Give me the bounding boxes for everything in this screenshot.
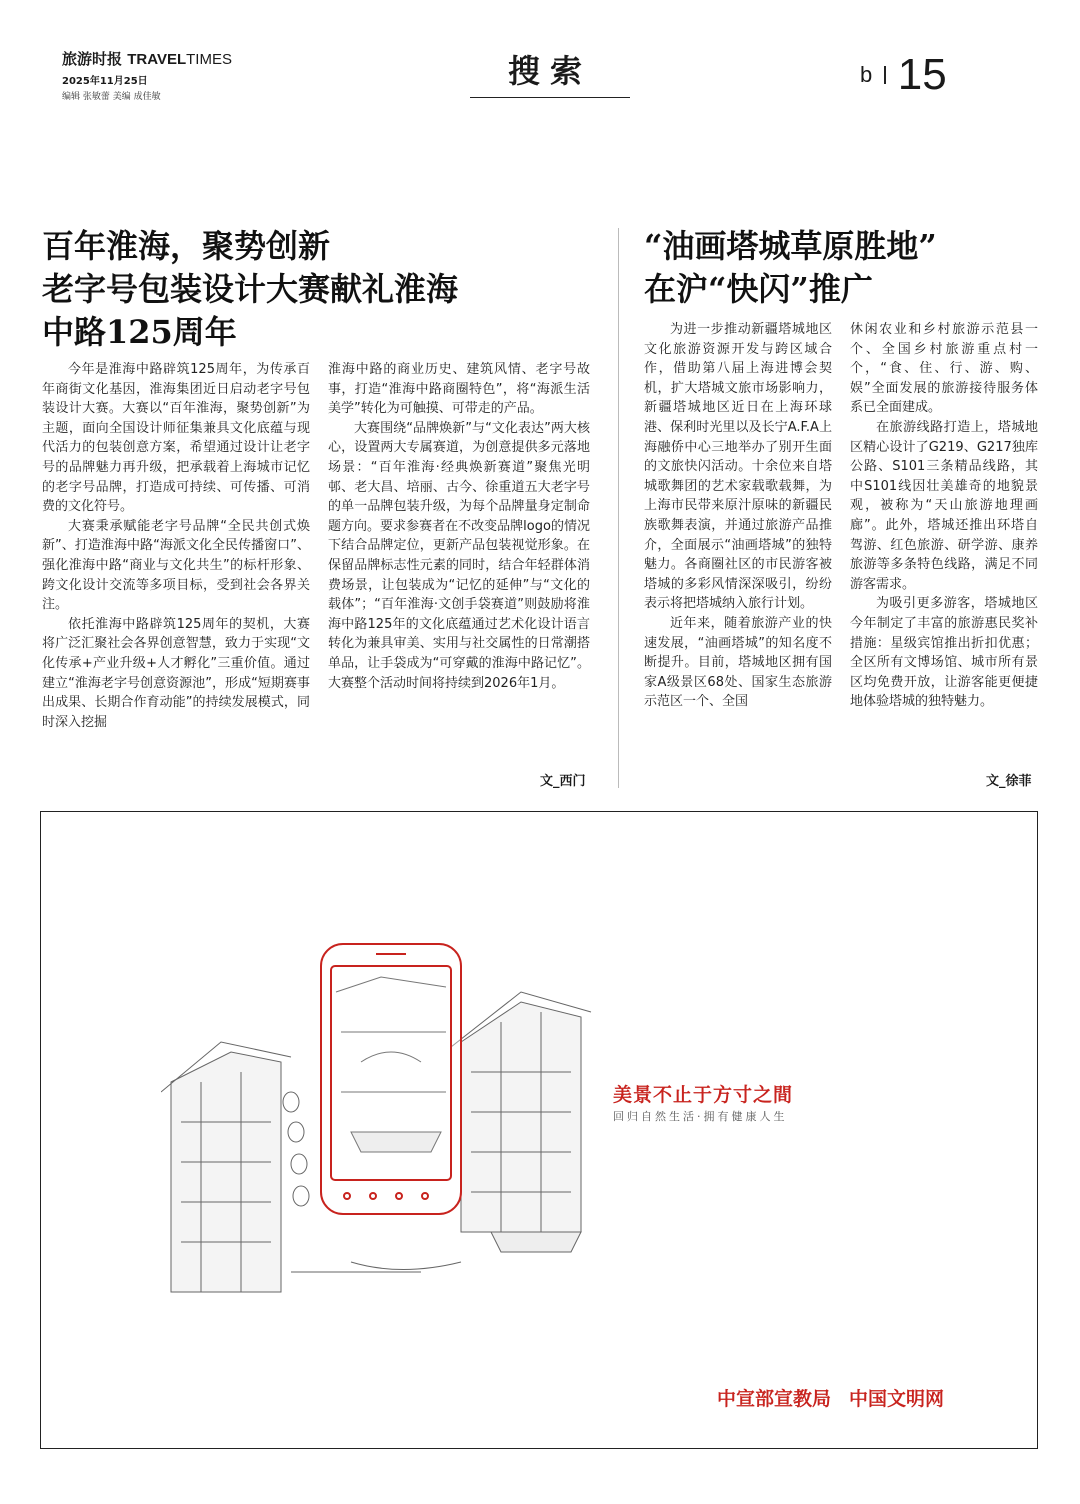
masthead-brand [62,48,232,69]
page-letter: b [860,62,873,87]
article1-byline: 文_西门 [540,774,586,789]
paragraph: 在旅游线路打造上，塔城地区精心设计了G219、G217独库公路、S101三条精品线路，其中S101线因壮美雄奇的地貌景观，被称为“天山旅游地理画廊”。此外，塔城还推出环塔自驾游、红色旅游、研学游、康养旅游等多条特色线路，满足不同游客需求。 [850,419,1038,592]
column-divider [618,228,619,788]
ad-credit-1: 中宣部宣教局 [717,1388,832,1410]
article1-headline [42,225,602,354]
article2-column-2 [850,320,1038,712]
article1-column-2 [328,360,590,693]
headline-line: 百年淮海，聚势创新 [42,227,331,265]
ad-credit-2: 中国文明网 [849,1388,945,1410]
paragraph: 今年是淮海中路辟筑125周年，为传承百年商街文化基因，淮海集团近日启动老字号包装设计大赛。大赛以“百年淮海，聚势创新”为主题，面向全国设计师征集兼具文化底蕴与现代活力的包装创意方案，希望通过设计让老字号的品牌魅力再升级，把承载着上海城市记忆的老字号品牌，打造成可持续、可传播、可消费的文化符号。 [42,362,310,515]
masthead [62,48,232,102]
ad-credit [717,1384,944,1411]
page-number [860,50,947,100]
paragraph: 淮海中路的商业历史、建筑风情、老字号故事，打造“淮海中路商圈特色”，将“海派生活美学”转化为可触摸、可带走的产品。 [328,362,590,417]
editors-credit: 编辑 张敏蕾 美编 成佳敏 [62,92,161,102]
headline-line: 老字号包装设计大赛献礼淮海 [42,270,459,308]
ad-illustration [161,932,601,1302]
ad-slogan: 美景不止于方寸之間 [613,1084,794,1106]
article2-byline: 文_徐菲 [986,774,1032,789]
brand-cn: 旅游时报 [62,50,123,68]
paragraph: 休闲农业和乡村旅游示范县一个、全国乡村旅游重点村一个，“食、住、行、游、购、娱”全面发展的旅游接待服务体系已全面建成。 [850,322,1038,416]
page-num: 15 [897,50,947,99]
paragraph: 近年来，随着旅游产业的快速发展，“油画塔城”的知名度不断提升。目前，塔城地区拥有国家A级景区68处、国家生态旅游示范区一个、全国 [644,615,832,710]
brand-en: TRAVEL [127,51,187,68]
paragraph: 大赛围绕“品牌焕新”与“文化表达”两大核心，设置两大专属赛道，为创意提供多元落地场景：“百年淮海·经典焕新赛道”聚焦光明邨、老大昌、培丽、古今、徐重道五大老字号的单一品牌包装升级，为每个品牌量身定制命题方向。要求参赛者在不改变品牌logo的情况下结合品牌定位，更新产品包装视觉形象。在保留品牌标志性元素的同时，结合年轻群体消费场景，让包装成为“记忆的延伸”与“文化的载体”；“百年淮海·文创手袋赛道”则鼓励将淮海中路125年的文化底蕴通过艺术化设计语言转化为兼具审美、实用与社交属性的日常潮搭单品，让手袋成为“可穿戴的淮海中路记忆”。大赛整个活动时间将持续到2026年1月。 [328,420,590,691]
headline-line: 在沪“快闪”推广 [644,270,873,308]
paragraph: 依托淮海中路辟筑125周年的契机，大赛将广泛汇聚社会各界创意智慧，致力于实现“文化传承+产业升级+人才孵化”三重价值。通过建立“淮海老字号创意资源池”，形成“短期赛事出成果、长期合作育动能”的持续发展模式，同时深入挖掘 [42,616,310,730]
paragraph: 大赛秉承赋能老字号品牌“全民共创式焕新”、打造淮海中路“海派文化全民传播窗口”、强化淮海中路“商业与文化共生”的标杆形象、跨文化设计交流等多项目标，受到社会各界关注。 [42,518,310,613]
paragraph: 为吸引更多游客，塔城地区今年制定了丰富的旅游惠民奖补措施：星级宾馆推出折扣优惠；全区所有文博场馆、城市所有景区均免费开放，让游客能更便捷地体验塔城的独特魅力。 [850,596,1038,710]
brand-en-light: TIMES [186,51,232,68]
page-divider [884,66,886,84]
article2-headline [644,225,1044,311]
section-rule [470,97,630,98]
section-title: 搜索 [507,52,592,90]
article2-column-1 [644,320,832,712]
issue-date: 2025年11月25日 [62,76,148,87]
article1-column-1 [42,360,310,732]
paragraph: 为进一步推动新疆塔城地区文化旅游资源开发与跨区域合作，借助第八届上海进博会契机，扩大塔城文旅市场影响力，新疆塔城地区近日在上海环球港、保利时光里以及长宁A.F.A上海融侨中心三地举办了别开生面的文旅快闪活动。十余位来自塔城歌舞团的艺术家载歌载舞，为上海市民带来原汁原味的新疆民族歌舞表演，并通过旅游产品推介，全面展示“油画塔城”的独特魅力。各商圈社区的市民游客被塔城的多彩风情深深吸引，纷纷表示将把塔城纳入旅行计划。 [644,322,832,612]
headline-line: 中路125周年 [42,313,237,351]
public-service-ad [40,811,1038,1449]
headline-line: “油画塔城草原胜地” [644,227,937,265]
ad-subtitle: 回归自然生活·拥有健康人生 [613,1110,788,1123]
